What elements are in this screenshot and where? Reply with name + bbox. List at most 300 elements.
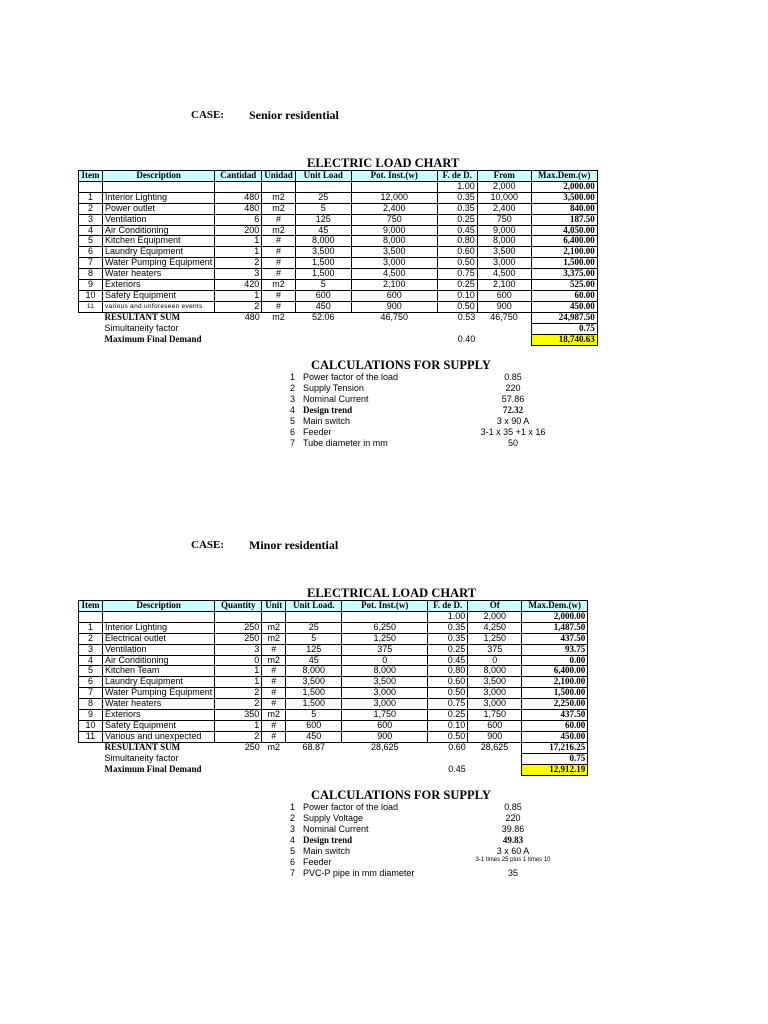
- table-cell: 8,000: [351, 236, 437, 247]
- table-row: [79, 720, 588, 731]
- table-cell: Air Conditioning: [103, 225, 215, 236]
- table-cell: Ventilation: [103, 214, 215, 225]
- table-row: [79, 622, 588, 633]
- table-row: [79, 290, 598, 301]
- table-cell: 3,000: [468, 699, 522, 710]
- column-header: Unit Load.: [286, 601, 342, 612]
- table-cell: 0.75: [531, 323, 597, 334]
- table-cell: 2,250.00: [522, 699, 588, 710]
- table-row: [79, 301, 598, 312]
- table-cell: 5: [295, 280, 351, 291]
- table-cell: Ventilation: [103, 644, 215, 655]
- table-cell: 9,000: [351, 225, 437, 236]
- table-cell: 8,000: [295, 236, 351, 247]
- table-cell: 3,500: [342, 677, 428, 688]
- table-cell: #: [262, 258, 296, 269]
- table-cell: #: [262, 269, 296, 280]
- table-cell: 4,250: [468, 622, 522, 633]
- table-cell: 28,625: [370, 742, 399, 753]
- table-cell: 1: [215, 236, 262, 247]
- max-demand-row: [79, 764, 588, 775]
- supply-item: [283, 802, 603, 813]
- table-cell: 1,250: [342, 633, 428, 644]
- table-cell: [477, 334, 531, 345]
- table-cell: 350: [215, 710, 262, 721]
- chart-title: ELECTRIC LOAD CHART: [307, 156, 460, 170]
- table-cell: 900: [477, 301, 531, 312]
- table-cell: #: [262, 731, 286, 742]
- table-row: [79, 280, 598, 291]
- table-cell: 2,100.00: [522, 677, 588, 688]
- table-cell: 5: [79, 666, 103, 677]
- supply-label: Design trend: [303, 835, 353, 845]
- table-cell: #: [262, 214, 296, 225]
- table-cell: [286, 611, 342, 622]
- supply-item: [283, 857, 603, 868]
- table-cell: m2: [262, 203, 296, 214]
- table-cell: 525.00: [531, 280, 597, 291]
- table-cell: 6: [79, 677, 103, 688]
- supply-item: [283, 416, 603, 427]
- table-cell: 12,912.19: [522, 764, 588, 775]
- case-value: Senior residential: [249, 108, 339, 122]
- table-cell: 17,216.25: [522, 742, 588, 753]
- table-cell: Electrical outlet: [103, 633, 215, 644]
- supply-value: 57.86: [501, 394, 525, 404]
- table-row: [79, 688, 588, 699]
- table-cell: 0.40: [457, 334, 476, 344]
- table-cell: 8: [79, 699, 103, 710]
- table-cell: 0.10: [437, 290, 477, 301]
- table-cell: 2: [215, 301, 262, 312]
- table-cell: 450.00: [531, 301, 597, 312]
- table-cell: Simultaneity factor: [104, 753, 179, 763]
- supply-value: 35: [507, 868, 518, 878]
- table-row: [79, 633, 588, 644]
- table-cell: 3,500.00: [531, 192, 597, 203]
- table-cell: 2,100: [351, 280, 437, 291]
- table-cell: 93.75: [522, 644, 588, 655]
- table-cell: 5: [286, 633, 342, 644]
- table-cell: 10: [79, 720, 103, 731]
- table-cell: [468, 764, 522, 775]
- table-cell: 6,400.00: [531, 236, 597, 247]
- supply-number: 1: [289, 372, 295, 382]
- table-cell: 125: [286, 644, 342, 655]
- supply-label: Power factor of the load: [303, 802, 399, 812]
- table-cell: 6,400.00: [522, 666, 588, 677]
- table-cell: 3,500: [468, 677, 522, 688]
- table-cell: 1: [215, 720, 262, 731]
- table-cell: 250: [215, 633, 262, 644]
- table-cell: m2: [262, 622, 286, 633]
- supply-list: [283, 802, 603, 879]
- table-cell: 375: [468, 644, 522, 655]
- table-cell: #: [262, 301, 296, 312]
- table-cell: 3,000: [342, 699, 428, 710]
- supply-value: 49.83: [502, 835, 524, 845]
- table-cell: 3,375.00: [531, 269, 597, 280]
- table-cell: m2: [262, 710, 286, 721]
- table-cell: 3,000: [351, 258, 437, 269]
- table-cell: 250: [215, 622, 262, 633]
- resultant-row: [79, 312, 598, 323]
- table-cell: Water heaters: [103, 699, 215, 710]
- table-cell: #: [262, 688, 286, 699]
- table-cell: 6,250: [342, 622, 428, 633]
- table-cell: Exteriors: [103, 280, 215, 291]
- table-cell: 1,500: [286, 688, 342, 699]
- table-cell: 0.60: [437, 247, 477, 258]
- table-cell: Water Pumping Equipment: [103, 688, 215, 699]
- table-cell: RESULTANT SUM: [104, 312, 181, 323]
- table-cell: Exteriors: [103, 710, 215, 721]
- table-cell: 2: [215, 699, 262, 710]
- supply-value: 0.85: [504, 372, 522, 382]
- table-cell: 437.50: [522, 710, 588, 721]
- supply-number: 1: [289, 802, 295, 812]
- supply-value: 50: [507, 438, 518, 448]
- table-cell: 3,500: [477, 247, 531, 258]
- table-cell: 4,050.00: [531, 225, 597, 236]
- table-cell: 0.50: [428, 731, 468, 742]
- supply-item: [283, 846, 603, 857]
- supply-item: [283, 427, 603, 438]
- table-cell: 60.00: [522, 720, 588, 731]
- table-cell: 0.45: [428, 655, 468, 666]
- table-cell: 11: [79, 731, 103, 742]
- supply-label: Supply Voltage: [303, 813, 364, 823]
- supply-title: CALCULATIONS FOR SUPPLY: [311, 788, 491, 802]
- supply-label: Nominal Current: [303, 394, 369, 404]
- table-cell: 750: [477, 214, 531, 225]
- table-cell: 10,000: [477, 192, 531, 203]
- column-header: Unit: [262, 601, 286, 612]
- table-cell: 600: [351, 290, 437, 301]
- table-row: [79, 677, 588, 688]
- column-header: Unit Load: [295, 171, 351, 182]
- supply-item: [283, 438, 603, 449]
- table-cell: [351, 334, 437, 345]
- table-cell: Safety Equipment: [103, 290, 215, 301]
- table-cell: 1,487.50: [522, 622, 588, 633]
- table-cell: 12,000: [351, 192, 437, 203]
- table-cell: Water heaters: [103, 269, 215, 280]
- table-cell: [215, 611, 262, 622]
- table-cell: 46,750: [490, 312, 518, 323]
- table-cell: 6: [215, 214, 262, 225]
- supply-value: 3-1 x 35 +1 x 16: [480, 427, 546, 437]
- table-cell: Safety Equipment: [103, 720, 215, 731]
- table-row: [79, 181, 598, 192]
- table-cell: 3,500: [351, 247, 437, 258]
- table-cell: Various and unexpected: [103, 731, 215, 742]
- table-cell: Laundry Equipment: [103, 247, 215, 258]
- table-cell: 200: [215, 225, 262, 236]
- column-header: F. de D.: [437, 171, 477, 182]
- table-cell: 0: [215, 655, 262, 666]
- table-cell: Kitchen Team: [103, 666, 215, 677]
- table-cell: 2: [215, 688, 262, 699]
- column-header: Pot. Inst.(w): [342, 601, 428, 612]
- header-row: [79, 601, 588, 612]
- supply-number: 4: [289, 835, 295, 845]
- supply-label: Tube diameter in mm: [303, 438, 388, 448]
- table-cell: 60.00: [531, 290, 597, 301]
- table-cell: 1,500: [286, 699, 342, 710]
- table-cell: 600: [286, 720, 342, 731]
- table-cell: [262, 764, 286, 775]
- table-row: [79, 666, 588, 677]
- supply-label: Main switch: [303, 416, 351, 426]
- table-cell: 1: [215, 677, 262, 688]
- chart-title: ELECTRICAL LOAD CHART: [307, 586, 477, 600]
- table-cell: 600: [342, 720, 428, 731]
- table-row: [79, 236, 598, 247]
- column-header: F. de D.: [428, 601, 468, 612]
- table-cell: [286, 764, 342, 775]
- table-cell: [79, 323, 103, 334]
- table-cell: 4: [79, 655, 103, 666]
- supply-item: [283, 824, 603, 835]
- table-cell: 3,000: [477, 258, 531, 269]
- table-cell: 8,000: [468, 666, 522, 677]
- table-cell: [468, 753, 522, 764]
- table-cell: 0.60: [448, 742, 466, 753]
- table-cell: 52.06: [311, 312, 335, 323]
- supply-item: [283, 835, 603, 846]
- table-cell: 8,000: [286, 666, 342, 677]
- simultaneity-row: [79, 323, 598, 334]
- table-cell: 0.25: [428, 710, 468, 721]
- table-cell: [286, 753, 342, 764]
- supply-item: [283, 394, 603, 405]
- table-cell: 9: [79, 710, 103, 721]
- table-cell: 0.35: [428, 633, 468, 644]
- table-cell: 1: [79, 192, 103, 203]
- table-cell: m2: [262, 280, 296, 291]
- supply-number: 7: [289, 868, 295, 878]
- supply-number: 7: [289, 438, 295, 448]
- supply-item: [283, 383, 603, 394]
- supply-label: Nominal Current: [303, 824, 369, 834]
- supply-number: 4: [289, 405, 295, 415]
- table-cell: 28,625: [480, 742, 509, 753]
- table-cell: 0.45: [437, 225, 477, 236]
- table-row: [79, 203, 598, 214]
- table-cell: 25: [295, 192, 351, 203]
- table-cell: [295, 334, 351, 345]
- table-cell: [342, 764, 428, 775]
- table-cell: 600: [468, 720, 522, 731]
- table-cell: 8: [79, 269, 103, 280]
- table-cell: 9: [79, 280, 103, 291]
- table-cell: 6: [79, 247, 103, 258]
- case-value: Minor residential: [249, 538, 339, 552]
- table-cell: 3: [79, 644, 103, 655]
- table-cell: [262, 181, 296, 192]
- table-cell: 600: [477, 290, 531, 301]
- table-cell: 11: [79, 301, 103, 312]
- table-cell: 1,250: [468, 633, 522, 644]
- supply-list: [283, 372, 603, 449]
- table-cell: 1.00: [428, 611, 468, 622]
- table-row: [79, 214, 598, 225]
- supply-label: Design trend: [303, 405, 353, 415]
- table-cell: 0.25: [437, 280, 477, 291]
- table-cell: Interior Lighting: [103, 622, 215, 633]
- table-cell: #: [262, 290, 296, 301]
- table-cell: m2: [262, 633, 286, 644]
- table-cell: 450: [295, 301, 351, 312]
- supply-value: 72.32: [502, 405, 524, 415]
- table-cell: 3,500: [295, 247, 351, 258]
- column-header: Cantidad: [215, 171, 262, 182]
- table-cell: 8,000: [477, 236, 531, 247]
- table-cell: 24,987.50: [531, 312, 597, 323]
- table-cell: 10: [79, 290, 103, 301]
- table-cell: 375: [342, 644, 428, 655]
- table-cell: 3,000: [342, 688, 428, 699]
- table-cell: 450.00: [522, 731, 588, 742]
- table-cell: 25: [286, 622, 342, 633]
- max-demand-row: [79, 334, 598, 345]
- table-cell: [295, 323, 351, 334]
- supply-value: 220: [505, 383, 521, 393]
- table-cell: Air Conditioning: [103, 655, 215, 666]
- table-cell: 420: [215, 280, 262, 291]
- column-header: Of: [468, 601, 522, 612]
- table-cell: m2: [267, 742, 280, 753]
- table-row: [79, 247, 598, 258]
- table-cell: 0.00: [522, 655, 588, 666]
- table-cell: 2,000: [468, 611, 522, 622]
- table-cell: 2,000.00: [531, 181, 597, 192]
- table-cell: [79, 181, 103, 192]
- table-cell: 0.75: [428, 699, 468, 710]
- table-row: [79, 269, 598, 280]
- table-cell: 4,500: [351, 269, 437, 280]
- supply-label: Power factor of the load: [303, 372, 399, 382]
- table-cell: 0.50: [428, 688, 468, 699]
- table-cell: #: [262, 666, 286, 677]
- table-cell: 45: [295, 225, 351, 236]
- column-header: From: [477, 171, 531, 182]
- table-cell: 437.50: [522, 633, 588, 644]
- column-header: Unidad: [262, 171, 296, 182]
- table-cell: 0.80: [428, 666, 468, 677]
- supply-number: 5: [289, 846, 295, 856]
- table-cell: 840.00: [531, 203, 597, 214]
- table-cell: [262, 323, 296, 334]
- table-cell: 0.45: [448, 764, 466, 774]
- table-cell: [79, 312, 103, 323]
- table-cell: 18,740.63: [531, 334, 597, 345]
- table-cell: [79, 764, 103, 775]
- table-cell: #: [262, 644, 286, 655]
- table-cell: 187.50: [531, 214, 597, 225]
- case-label: CASE:: [191, 109, 225, 121]
- supply-number: 5: [289, 416, 295, 426]
- table-row: [79, 611, 588, 622]
- table-cell: 5: [286, 710, 342, 721]
- table-row: [79, 644, 588, 655]
- table-cell: Power outlet: [103, 203, 215, 214]
- table-cell: 1: [215, 290, 262, 301]
- table-cell: 2,100.00: [531, 247, 597, 258]
- supply-label: Feeder: [303, 427, 332, 437]
- resultant-row: [79, 742, 588, 753]
- table-cell: 68.87: [302, 742, 325, 753]
- table-cell: 3,500: [286, 677, 342, 688]
- supply-value: 3-1 times 25 plus 1 times 10: [475, 857, 551, 863]
- table-row: [79, 710, 588, 721]
- supply-number: 6: [289, 857, 295, 867]
- table-cell: 4,500: [477, 269, 531, 280]
- table-row: [79, 225, 598, 236]
- table-cell: Water Pumping Equipment: [103, 258, 215, 269]
- table-cell: 2,400: [477, 203, 531, 214]
- column-header: Description: [103, 171, 215, 182]
- table-cell: 1,500: [295, 258, 351, 269]
- table-cell: [351, 323, 437, 334]
- table-cell: 480: [215, 192, 262, 203]
- table-cell: [215, 181, 262, 192]
- table-cell: [79, 611, 103, 622]
- table-cell: 1: [79, 622, 103, 633]
- table-cell: m2: [262, 225, 296, 236]
- table-cell: 450: [286, 731, 342, 742]
- table-cell: 0.25: [437, 214, 477, 225]
- table-cell: 750: [351, 214, 437, 225]
- column-header: Max.Dem.(w): [522, 601, 588, 612]
- supply-value: 39.86: [501, 824, 525, 834]
- table-cell: 46,750: [380, 312, 409, 323]
- table-cell: 600: [295, 290, 351, 301]
- column-header: Item: [79, 171, 103, 182]
- table-cell: [262, 753, 286, 764]
- column-header: Max.Dem.(w): [531, 171, 597, 182]
- table-cell: m2: [262, 655, 286, 666]
- table-row: [79, 192, 598, 203]
- table-cell: 0.75: [522, 753, 588, 764]
- table-cell: 1,750: [342, 710, 428, 721]
- table-cell: 1: [215, 247, 262, 258]
- table-cell: #: [262, 677, 286, 688]
- table-cell: 2: [215, 258, 262, 269]
- table-cell: 0.53: [457, 312, 476, 323]
- supply-number: 2: [289, 813, 295, 823]
- table-cell: [215, 334, 262, 345]
- table-cell: [215, 764, 262, 775]
- load-table: [78, 170, 598, 346]
- table-cell: 3: [79, 214, 103, 225]
- table-cell: 2,000: [477, 181, 531, 192]
- table-cell: [437, 323, 477, 334]
- table-cell: 0.25: [428, 644, 468, 655]
- table-cell: 0.35: [428, 622, 468, 633]
- table-cell: 3,000: [468, 688, 522, 699]
- column-header: Description: [103, 601, 215, 612]
- table-cell: 2,100: [477, 280, 531, 291]
- supply-number: 3: [289, 824, 295, 834]
- table-cell: m2: [272, 312, 285, 323]
- supply-label: PVC-P pipe in mm diameter: [303, 868, 415, 878]
- supply-number: 3: [289, 394, 295, 404]
- table-cell: 0.60: [428, 677, 468, 688]
- table-cell: Kitchen Equipment: [103, 236, 215, 247]
- table-cell: 2: [79, 633, 103, 644]
